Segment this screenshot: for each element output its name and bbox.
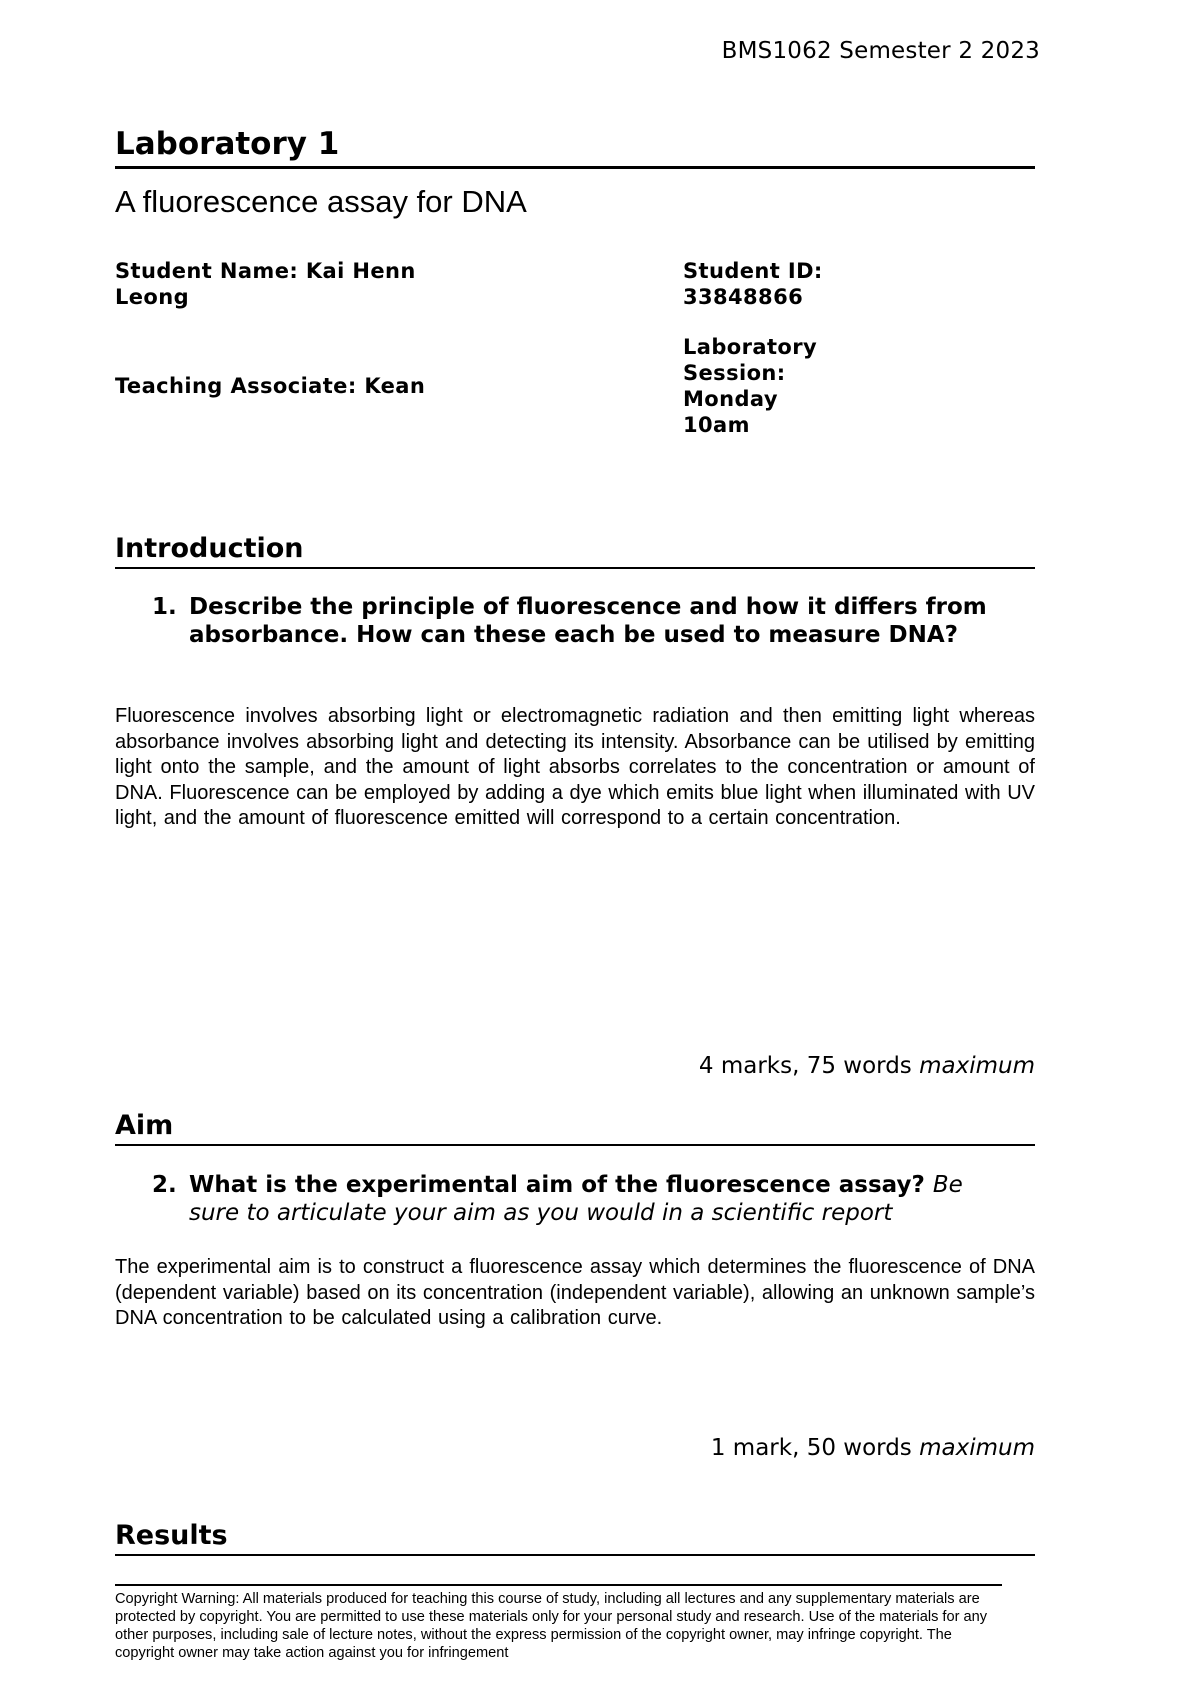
lab-subtitle: A fluorescence assay for DNA bbox=[115, 184, 527, 219]
copyright-footer: Copyright Warning: All materials produced for teaching this course of study, including all lectures and any supplementary materials are protected by copyright. You are permitted to use these materials only for your personal study and research. Use of the materials for any other purposes, including sale of lecture notes, without the express permission of the copyright owner, may infringe copyright. The copyright owner may take action against you for infringement bbox=[115, 1591, 988, 1661]
question-1-number: 1. bbox=[152, 594, 177, 620]
marks-1-italic: maximum bbox=[919, 1053, 1035, 1079]
lab-session-line1: Laboratory bbox=[683, 335, 818, 359]
student-id-label: Student ID: bbox=[683, 259, 823, 283]
footer-divider bbox=[115, 1584, 1002, 1586]
question-2-number: 2. bbox=[152, 1172, 177, 1198]
answer-2: The experimental aim is to construct a fluorescence assay which determines the fluorescence of DNA (dependent variable) based on its concentration (independent variable), allowing an unknown sample’s DNA concentration to be calculated using a calibration curve. bbox=[115, 1256, 1035, 1329]
question-1 bbox=[152, 593, 1032, 649]
introduction-heading: Introduction bbox=[115, 532, 1035, 569]
lab-session bbox=[683, 334, 817, 438]
question-2-bold: What is the experimental aim of the fluorescence assay? bbox=[189, 1172, 925, 1198]
aim-heading: Aim bbox=[115, 1109, 1035, 1146]
lab-title: Laboratory 1 bbox=[115, 124, 1035, 169]
teaching-associate bbox=[115, 373, 425, 399]
lab-session-line4: 10am bbox=[683, 413, 750, 437]
student-id bbox=[683, 258, 823, 310]
marks-1-text: 4 marks, 75 words bbox=[698, 1053, 912, 1079]
question-2-line2: sure to articulate your aim as you would in a scientific report bbox=[189, 1200, 893, 1226]
marks-2 bbox=[560, 1433, 1035, 1463]
lab-session-line2: Session: bbox=[683, 361, 786, 385]
question-2-line1 bbox=[189, 1171, 1032, 1199]
student-name bbox=[115, 258, 416, 310]
marks-2-text: 1 mark, 50 words bbox=[710, 1435, 912, 1461]
results-heading: Results bbox=[115, 1519, 1035, 1556]
marks-1 bbox=[560, 1051, 1035, 1081]
student-name-line1: Student Name: Kai Henn bbox=[115, 259, 416, 283]
lab-session-line3: Monday bbox=[683, 387, 778, 411]
question-2 bbox=[152, 1171, 1032, 1227]
question-1-line2: absorbance. How can these each be used to measure DNA? bbox=[189, 622, 958, 648]
teaching-associate-text: Teaching Associate: Kean bbox=[115, 374, 426, 398]
course-header: BMS1062 Semester 2 2023 bbox=[721, 38, 1040, 64]
question-1-line1: Describe the principle of fluorescence and how it differs from bbox=[189, 594, 987, 620]
question-2-italic-start: Be bbox=[932, 1172, 963, 1198]
marks-2-italic: maximum bbox=[919, 1435, 1035, 1461]
answer-1: Fluorescence involves absorbing light or electromagnetic radiation and then emitting light whereas absorbance involves absorbing light and detecting its intensity. Absorbance can be utilised by emitting light onto the sample, and the amount of light absorbs correlates to the concentration or amount of DNA. Fluorescence can be employed by adding a dye which emits blue light when illuminated with UV light, and the amount of fluorescence emitted will correspond to a certain concentration. bbox=[115, 705, 1035, 829]
student-id-value: 33848866 bbox=[683, 285, 804, 309]
student-name-line2: Leong bbox=[115, 285, 190, 309]
